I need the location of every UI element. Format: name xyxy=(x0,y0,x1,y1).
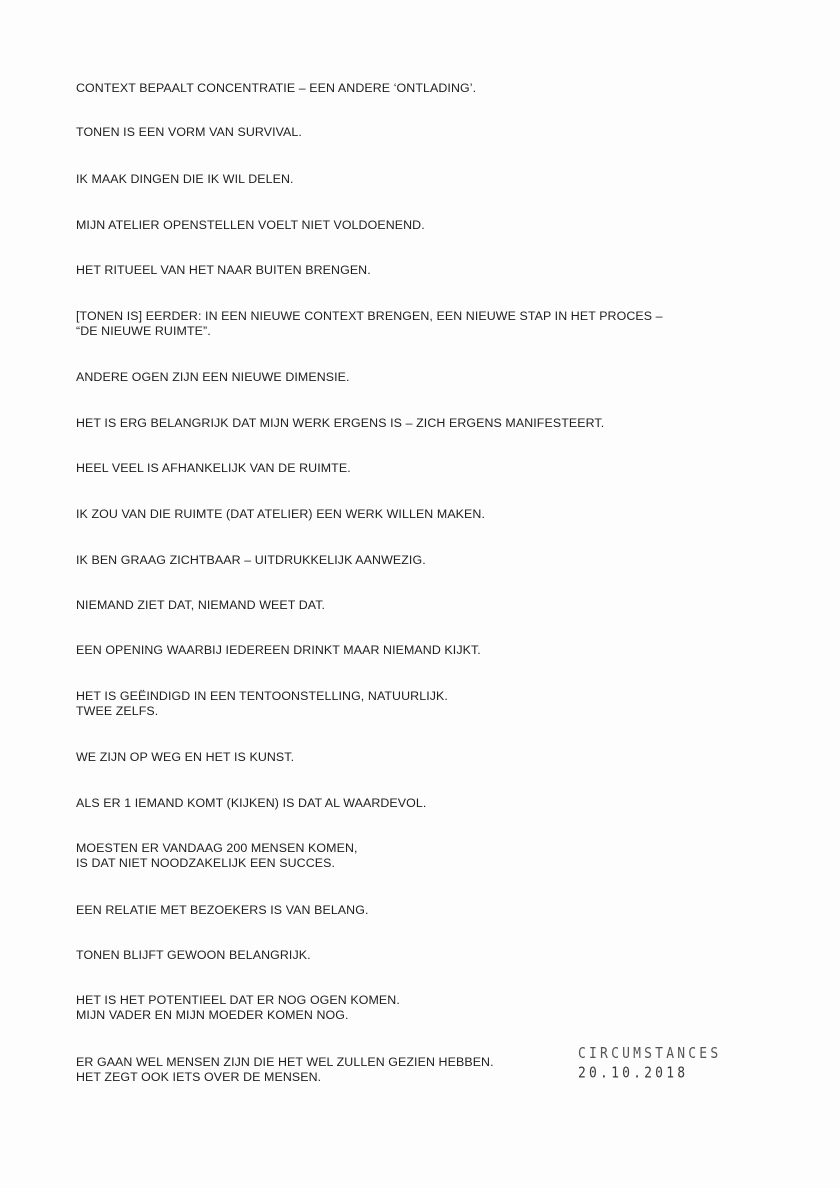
statement xyxy=(76,461,351,476)
statement xyxy=(76,598,325,613)
statement-line: WE ZIJN OP WEG EN HET IS KUNST. xyxy=(76,750,295,764)
statement xyxy=(76,416,604,431)
statement xyxy=(76,370,350,385)
statement xyxy=(76,309,663,339)
statement-line: IS DAT NIET NOODZAKELIJK EEN SUCCES. xyxy=(76,856,336,870)
statement-line: HEEL VEEL IS AFHANKELIJK VAN DE RUIMTE. xyxy=(76,461,351,475)
statement xyxy=(76,948,311,963)
statement-line: “DE NIEUWE RUIMTE”. xyxy=(76,324,211,338)
statement xyxy=(76,218,425,233)
statement-line: ALS ER 1 IEMAND KOMT (KIJKEN) IS DAT AL WAARDEVOL. xyxy=(76,796,427,810)
statement xyxy=(76,750,294,765)
statement xyxy=(76,507,485,522)
statement-line: TWEE ZELFS. xyxy=(76,704,159,718)
statement-line: HET IS GEËINDIGD IN EEN TENTOONSTELLING, NATUURLIJK. xyxy=(76,689,448,703)
statement-line: IK MAAK DINGEN DIE IK WIL DELEN. xyxy=(76,172,294,186)
statement xyxy=(76,689,448,719)
statement-line: EEN OPENING WAARBIJ IEDEREEN DRINKT MAAR NIEMAND KIJKT. xyxy=(76,643,481,657)
statement-line: IK BEN GRAAG ZICHTBAAR – UITDRUKKELIJK AANWEZIG. xyxy=(76,553,426,567)
statement xyxy=(76,841,358,871)
statement xyxy=(76,553,426,568)
statement-line: TONEN IS EEN VORM VAN SURVIVAL. xyxy=(76,125,302,139)
statement xyxy=(76,903,369,918)
statement-line: HET RITUEEL VAN HET NAAR BUITEN BRENGEN. xyxy=(76,263,371,277)
statement-line: NIEMAND ZIET DAT, NIEMAND WEET DAT. xyxy=(76,598,326,612)
statement-line: MIJN VADER EN MIJN MOEDER KOMEN NOG. xyxy=(76,1008,349,1022)
statement xyxy=(76,643,481,658)
statement-line: HET IS HET POTENTIEEL DAT ER NOG OGEN KOMEN. xyxy=(76,993,400,1007)
date-stamp xyxy=(578,1044,721,1083)
statement-line: MOESTEN ER VANDAAG 200 MENSEN KOMEN, xyxy=(76,841,358,855)
statement-line: HET IS ERG BELANGRIJK DAT MIJN WERK ERGENS IS – ZICH ERGENS MANIFESTEERT. xyxy=(76,416,605,430)
statement xyxy=(76,125,302,140)
statement-line: ER GAAN WEL MENSEN ZIJN DIE HET WEL ZULLEN GEZIEN HEBBEN. xyxy=(76,1055,494,1069)
statement xyxy=(76,1055,494,1085)
stamp-title: CIRCUMSTANCES xyxy=(578,1045,722,1063)
statement xyxy=(76,993,400,1023)
statement xyxy=(76,796,426,811)
statement-line: ANDERE OGEN ZIJN EEN NIEUWE DIMENSIE. xyxy=(76,370,350,384)
statement-line: [TONEN IS] EERDER: IN EEN NIEUWE CONTEXT BRENGEN, EEN NIEUWE STAP IN HET PROCES – xyxy=(76,309,663,323)
statement-line: EEN RELATIE MET BEZOEKERS IS VAN BELANG. xyxy=(76,903,369,917)
statement-line: TONEN BLIJFT GEWOON BELANGRIJK. xyxy=(76,948,311,962)
statement-line: CONTEXT BEPAALT CONCENTRATIE – EEN ANDERE ‘ONTLADING’. xyxy=(76,81,477,95)
stamp-date: 20.10.2018 xyxy=(578,1064,689,1082)
statement xyxy=(76,81,476,96)
statement xyxy=(76,263,371,278)
statement-line: HET ZEGT OOK IETS OVER DE MENSEN. xyxy=(76,1070,322,1084)
statement xyxy=(76,172,294,187)
statement-line: IK ZOU VAN DIE RUIMTE (DAT ATELIER) EEN WERK WILLEN MAKEN. xyxy=(76,507,486,521)
statement-line: MIJN ATELIER OPENSTELLEN VOELT NIET VOLDOENEND. xyxy=(76,218,425,232)
